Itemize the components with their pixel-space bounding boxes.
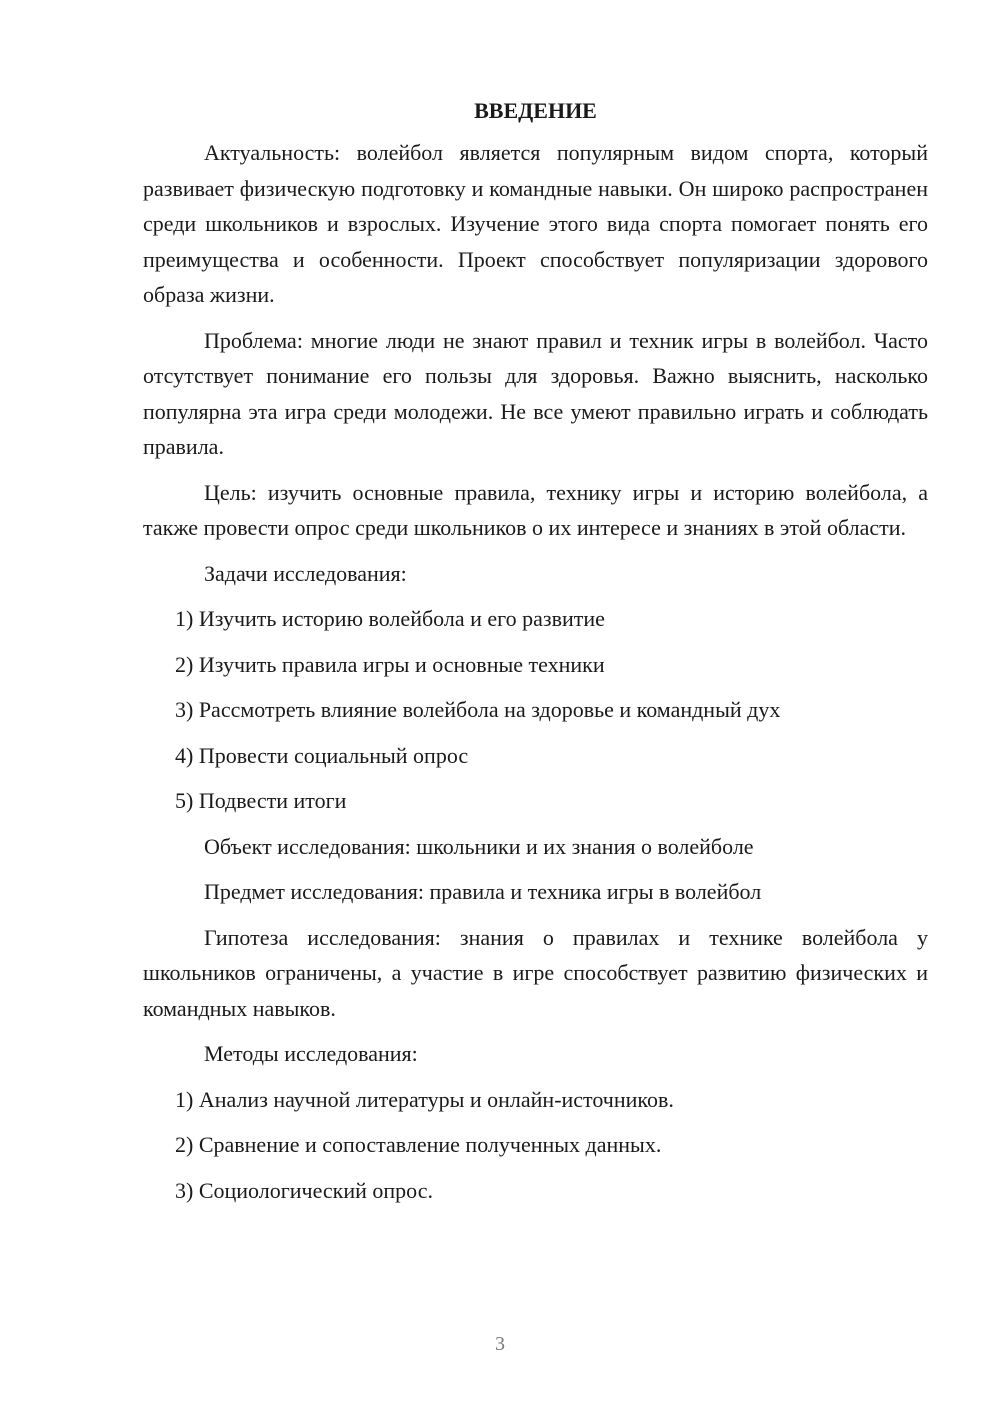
- list-item: 1) Анализ научной литературы и онлайн-источников.: [175, 1086, 674, 1112]
- list-item: 3) Рассмотреть влияние волейбола на здоровье и командный дух: [175, 697, 781, 722]
- hypothesis-paragraph: Гипотеза исследования: знания о правилах и технике волейбола у школьников ограничены, а участие в игре способствует развитию физических и командных навыков.: [143, 924, 928, 1021]
- list-item: 4) Провести социальный опрос: [175, 742, 469, 768]
- list-item: 3) Социологический опрос.: [175, 1177, 433, 1203]
- document-page: [143, 96, 928, 1218]
- methods-heading: Методы исследования:: [204, 1041, 418, 1066]
- page-number: 3: [495, 1333, 505, 1355]
- object-paragraph: Объект исследования: школьники и их знания о волейболе: [204, 833, 754, 859]
- list-item: 1) Изучить историю волейбола и его развитие: [175, 606, 605, 631]
- methods-list: [143, 1082, 928, 1209]
- tasks-list: [143, 601, 928, 819]
- list-item: 2) Сравнение и сопоставление полученных данных.: [175, 1132, 662, 1157]
- list-item: 5) Подвести итоги: [175, 788, 347, 813]
- list-item: 2) Изучить правила игры и основные техники: [175, 651, 605, 677]
- goal-paragraph: Цель: изучить основные правила, технику игры и историю волейбола, а также провести опрос среди школьников о их интересе и знаниях в этой области.: [143, 479, 928, 540]
- tasks-heading: Задачи исследования:: [204, 560, 407, 586]
- subject-paragraph: Предмет исследования: правила и техника игры в волейбол: [204, 879, 762, 904]
- problem-paragraph: Проблема: многие люди не знают правил и техник игры в волейбол. Часто отсутствует понимание его пользы для здоровья. Важно выяснить, насколько популярна эта игра среди молодежи. Не все умеют правильно играть и соблюдать правила.: [143, 327, 928, 459]
- section-title: ВВЕДЕНИЕ: [474, 98, 597, 123]
- relevance-paragraph: Актуальность: волейбол является популярным видом спорта, который развивает физическую подготовку и командные навыки. Он широко распространен среди школьников и взрослых. Изучение этого вида спорта помогает понять его преимущества и особенности. Проект способствует популяризации здорового образа жизни.: [143, 140, 928, 307]
